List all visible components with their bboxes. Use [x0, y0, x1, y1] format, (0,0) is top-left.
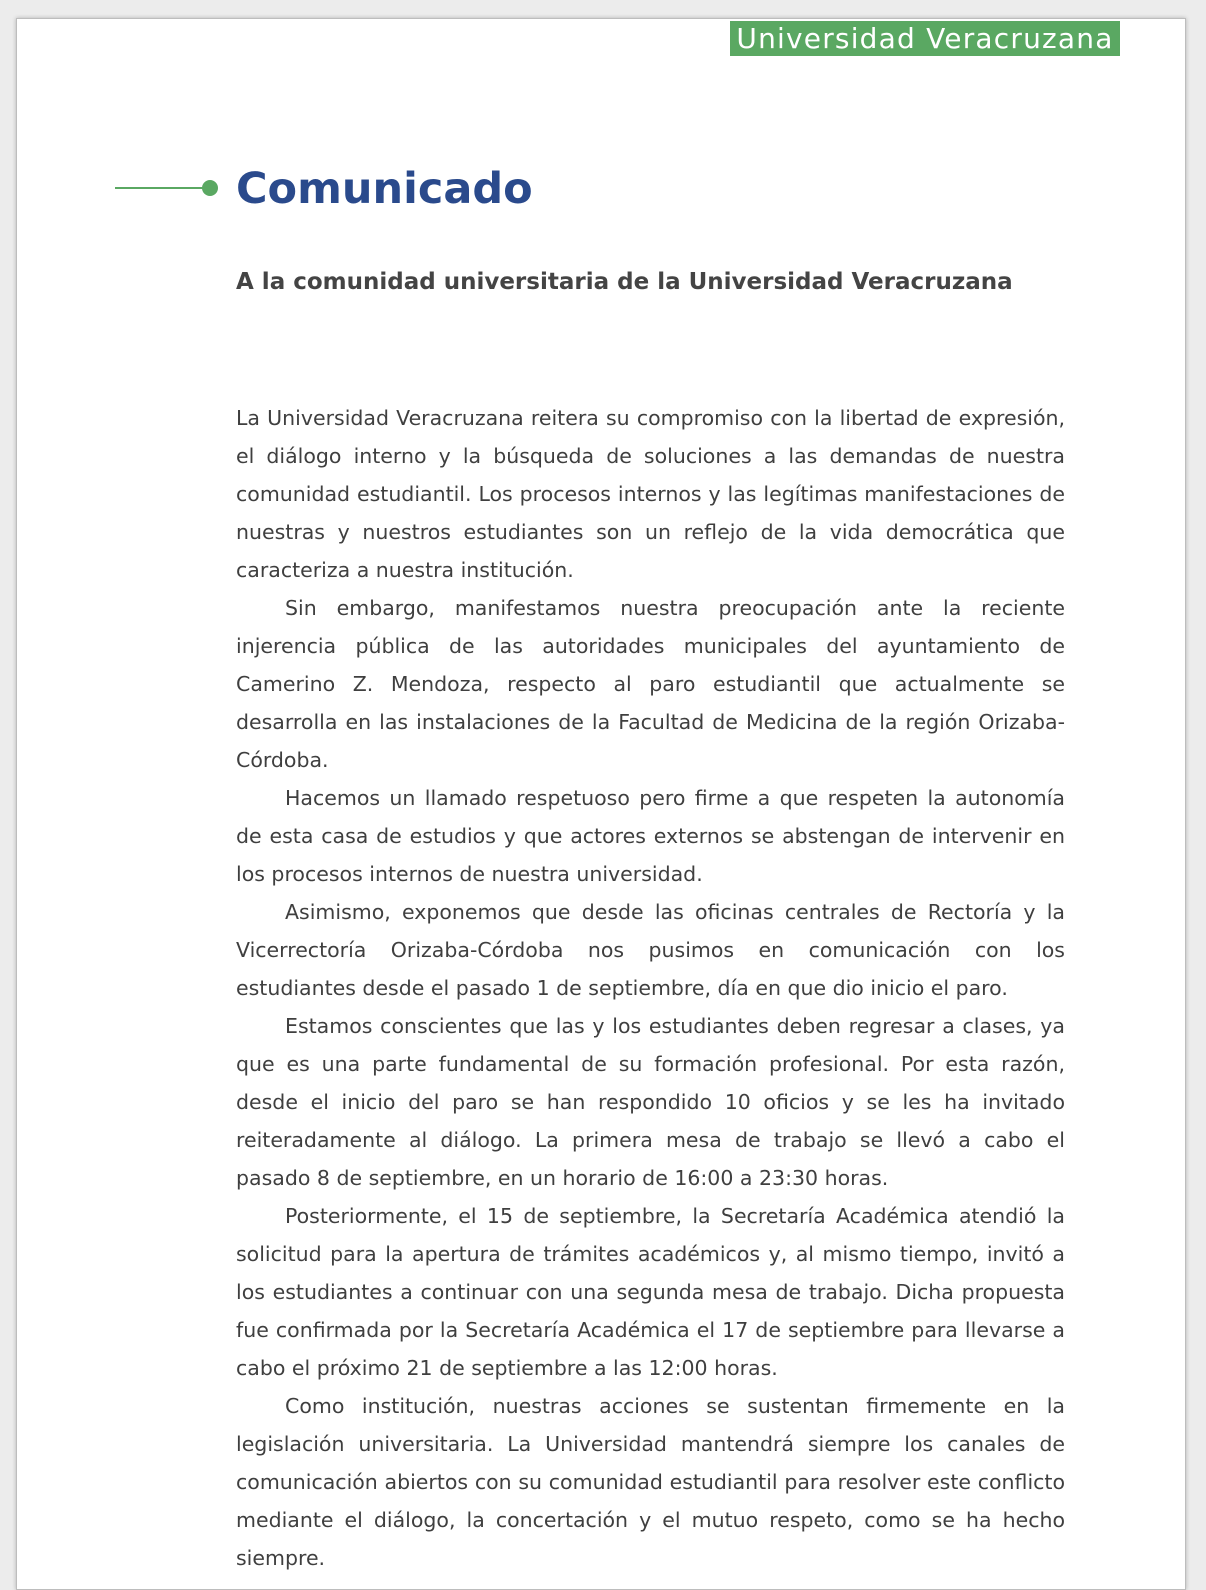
title-accent-dot [202, 180, 218, 196]
paragraph-6: Posteriormente, el 15 de septiembre, la Secretaría Académica atendió la solicitud para la apertura de trámites académicos y, al mismo tiempo, invitó a los estudiantes a continuar con una segunda mesa de trabajo. Dicha propuesta fue confirmada por la Secretaría Académica el 17 de septiembre para llevarse a cabo el próximo 21 de septiembre a las 12:00 horas. [236, 1204, 1065, 1380]
communique-body [236, 399, 1065, 1577]
addressee-heading: A la comunidad universitaria de la Universidad Veracruzana [236, 269, 1013, 295]
paragraph-7: Como institución, nuestras acciones se sustentan firmemente en la legislación universitaria. La Universidad mantendrá siempre los canales de comunicación abiertos con su comunidad estudiantil para resolver este conflicto mediante el diálogo, la concertación y el mutuo respeto, como se ha hecho siempre. [236, 1394, 1065, 1570]
paragraph-2: Sin embargo, manifestamos nuestra preocupación ante la reciente injerencia pública de las autoridades municipales del ayuntamiento de Camerino Z. Mendoza, respecto al paro estudiantil que actualmente se desarrolla en las instalaciones de la Facultad de Medicina de la región Orizaba-Córdoba. [236, 596, 1065, 772]
title-accent-line [115, 187, 207, 189]
university-banner: Universidad Veracruzana [730, 21, 1120, 56]
paragraph-1: La Universidad Veracruzana reitera su compromiso con la libertad de expresión, el diálogo interno y la búsqueda de soluciones a las demandas de nuestra comunidad estudiantil. Los procesos internos y las legítimas manifestaciones de nuestras y nuestros estudiantes son un reflejo de la vida democrática que caracteriza a nuestra institución. [236, 406, 1065, 582]
paragraph-4: Asimismo, exponemos que desde las oficinas centrales de Rectoría y la Vicerrectoría Orizaba-Córdoba nos pusimos en comunicación con los estudiantes desde el pasado 1 de septiembre, día en que dio inicio el paro. [236, 900, 1065, 1000]
paragraph-5: Estamos conscientes que las y los estudiantes deben regresar a clases, ya que es una parte fundamental de su formación profesional. Por esta razón, desde el inicio del paro se han respondido 10 oficios y se les ha invitado reiteradamente al diálogo. La primera mesa de trabajo se llevó a cabo el pasado 8 de septiembre, en un horario de 16:00 a 23:30 horas. [236, 1014, 1065, 1190]
document-page [16, 18, 1186, 1590]
page-title: Comunicado [236, 164, 533, 214]
paragraph-3: Hacemos un llamado respetuoso pero firme a que respeten la autonomía de esta casa de estudios y que actores externos se abstengan de intervenir en los procesos internos de nuestra universidad. [236, 786, 1065, 886]
